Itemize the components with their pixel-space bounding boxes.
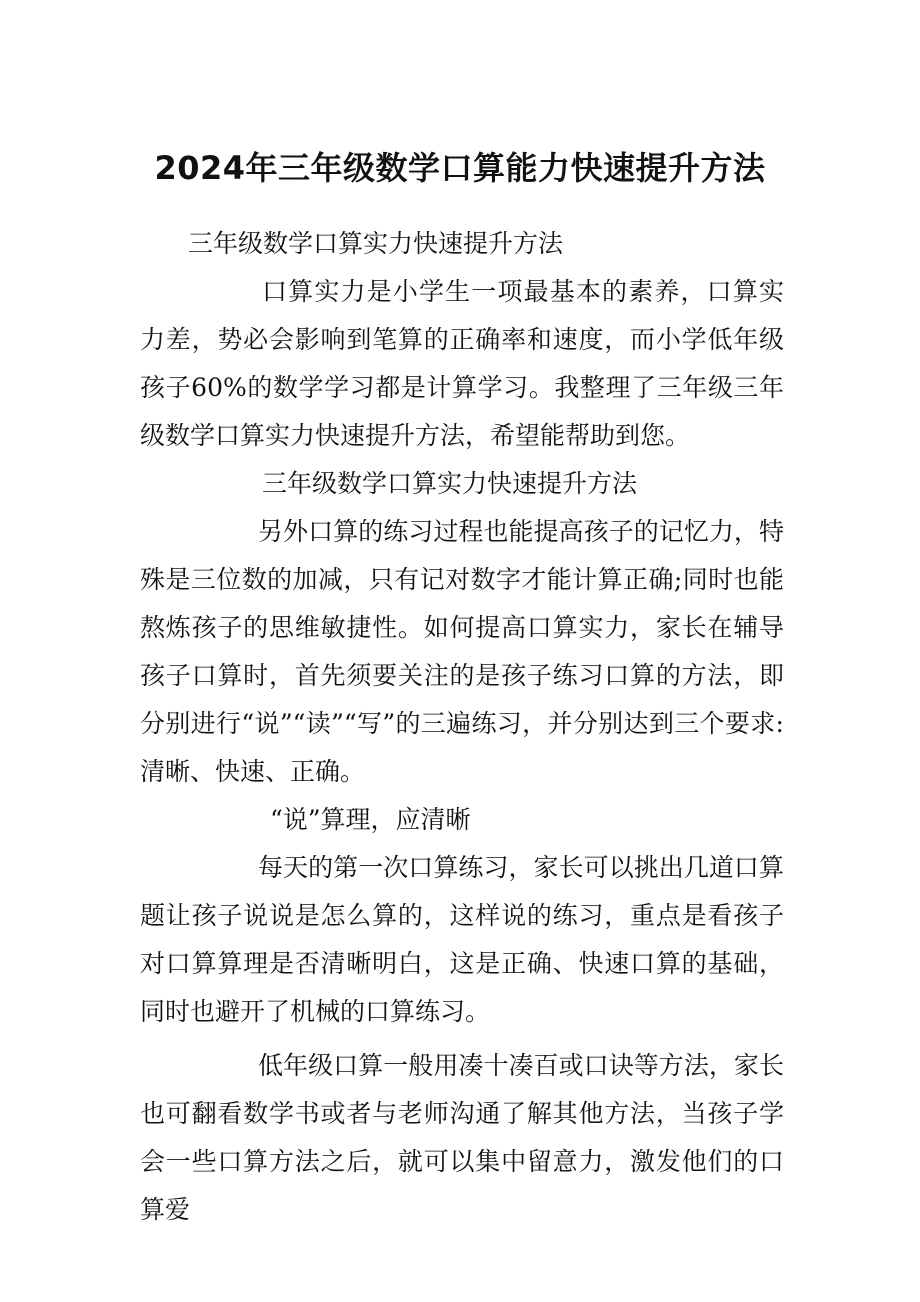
body-paragraph: 口算实力是小学生一项最基本的素养，口算实力差，势必会影响到笔算的正确率和速度，而小学低年级孩子60%的数学学习都是计算学习。我整理了三年级三年级数学口算实力快速提升方法，希望能帮助到您。 [140, 277, 784, 450]
subheading: 三年级数学口算实力快速提升方法 [188, 229, 564, 258]
body-paragraph: 另外口算的练习过程也能提高孩子的记忆力，特殊是三位数的加减，只有记对数字才能计算正确;同时也能熬炼孩子的思维敏捷性。如何提高口算实力，家长在辅导孩子口算时，首先须要关注的是孩子练习口算的方法，即分别进行“说”“读”“写”的三遍练习，并分别达到三个要求:清晰、快速、正确。 [140, 517, 784, 786]
document-body [140, 220, 784, 1234]
document-title: 2024年三年级数学口算能力快速提升方法 [154, 149, 766, 187]
section-heading: 三年级数学口算实力快速提升方法 [262, 469, 638, 498]
body-paragraph: 每天的第一次口算练习，家长可以挑出几道口算题让孩子说说是怎么算的，这样说的练习，重点是看孩子对口算算理是否清晰明白，这是正确、快速口算的基础，同时也避开了机械的口算练习。 [140, 853, 784, 1026]
body-paragraph: 低年级口算一般用凑十凑百或口诀等方法，家长也可翻看数学书或者与老师沟通了解其他方法，当孩子学会一些口算方法之后，就可以集中留意力，激发他们的口算爱 [140, 1051, 784, 1224]
section-heading: “说”算理，应清晰 [270, 805, 471, 834]
